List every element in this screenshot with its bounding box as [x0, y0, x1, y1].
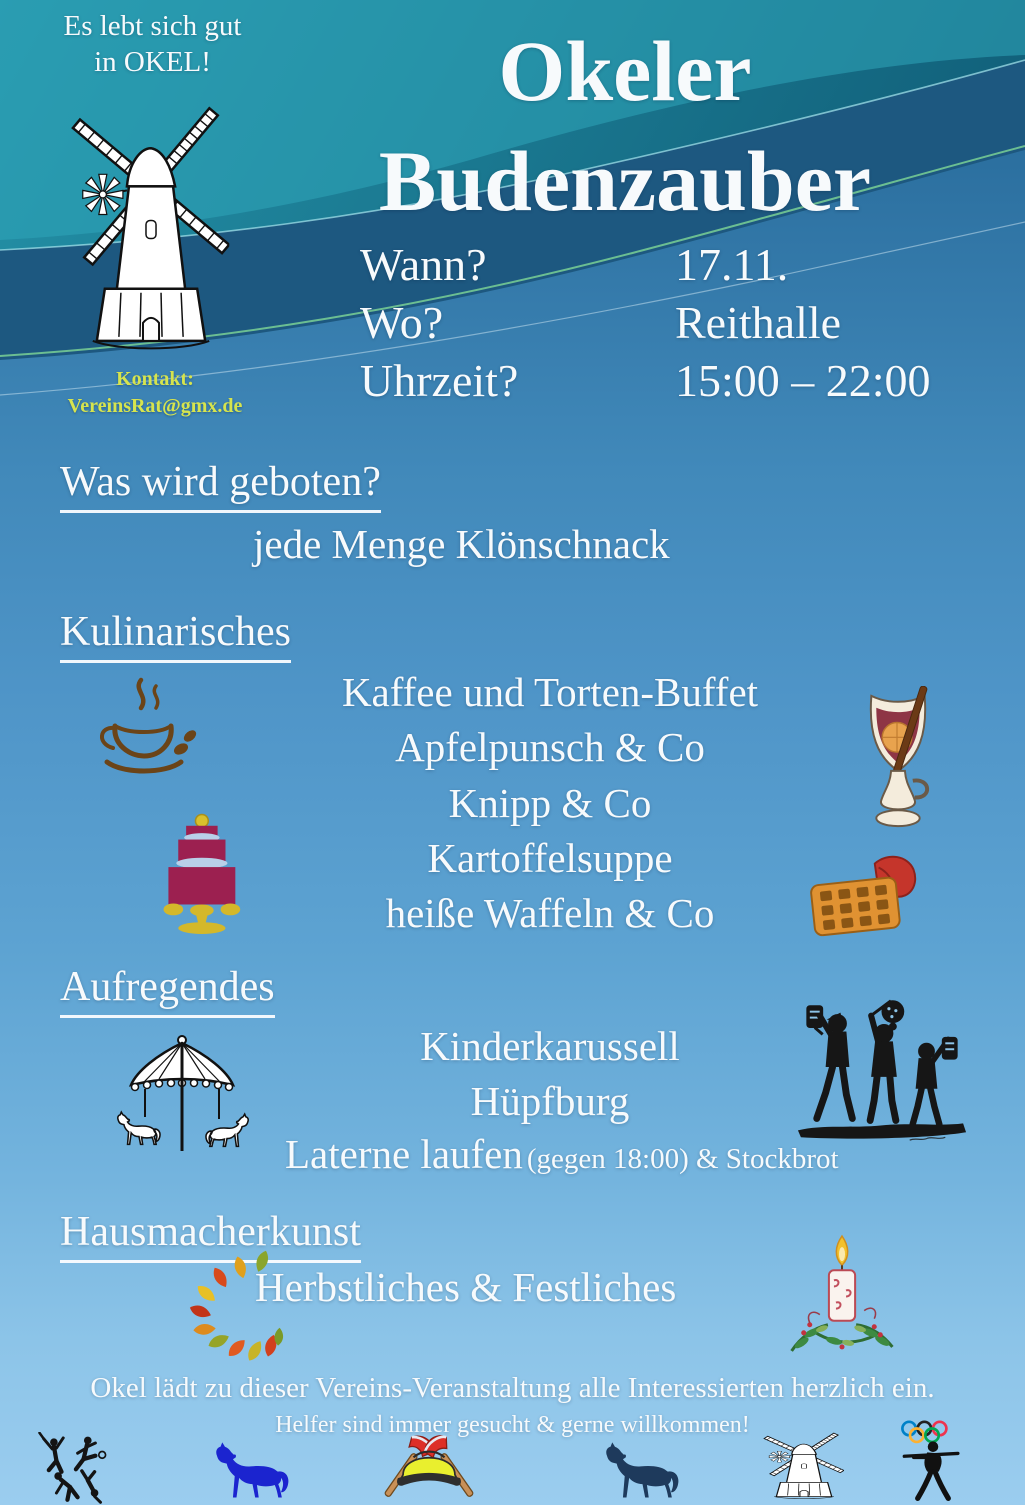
section-heading-offer: Was wird geboten?	[60, 458, 381, 506]
fire-helmet-axes-icon	[382, 1428, 476, 1504]
hausmacherkunst-item: Herbstliches & Festliches	[255, 1264, 677, 1310]
info-row-uhrzeit	[360, 352, 980, 410]
section-heading-kulinarisches: Kulinarisches	[60, 608, 291, 656]
info-label: Wann?	[360, 239, 487, 290]
tagline-line2: in OKEL!	[94, 46, 211, 79]
section-heading-hausmacherkunst: Hausmacherkunst	[60, 1208, 361, 1256]
title-line1: Okeler	[498, 23, 752, 119]
tagline-line1: Es lebt sich gut	[63, 10, 242, 42]
info-value: Reithalle	[675, 297, 842, 348]
waffle-icon	[798, 852, 936, 944]
windmill-small-icon	[762, 1426, 844, 1504]
footer-invite: Okel lädt zu dieser Vereins-Veranstaltung alle Interessierten herzlich ein.	[90, 1372, 935, 1404]
carousel-icon	[106, 1033, 258, 1155]
kulinarisches-item: Kaffee und Torten-Buffet	[341, 669, 759, 715]
kulinarisches-item: Kartoffelsuppe	[427, 835, 673, 881]
coffee-cup-icon	[88, 670, 200, 782]
contact-block	[20, 366, 290, 420]
lantern-detail: (gegen 18:00) & Stockbrot	[526, 1143, 839, 1175]
offer-subline: jede Menge Klönschnack	[253, 521, 670, 567]
aufregendes-item: Hüpfburg	[470, 1078, 630, 1124]
contact-email: VereinsRat@gmx.de	[67, 395, 243, 417]
lantern-main: Laterne laufen	[285, 1131, 523, 1177]
info-label: Wo?	[360, 297, 444, 348]
poster-title	[230, 16, 1020, 236]
blue-horse-icon	[205, 1437, 300, 1501]
section-heading-aufregendes: Aufregendes	[60, 963, 275, 1011]
kulinarisches-item: heiße Waffeln & Co	[385, 890, 715, 936]
info-value: 17.11.	[675, 239, 789, 290]
info-row-wann	[360, 236, 980, 294]
lantern-children-icon	[793, 993, 971, 1148]
info-value: 15:00 – 22:00	[675, 355, 931, 406]
punch-glass-icon	[852, 686, 944, 834]
olympic-rings-shooter-icon	[893, 1418, 973, 1505]
windmill-icon	[68, 82, 230, 368]
footer-helpers: Helfer sind immer gesucht & gerne willkommen!	[275, 1412, 750, 1438]
contact-label: Kontakt:	[116, 368, 194, 390]
kulinarisches-item: Apfelpunsch & Co	[395, 724, 705, 770]
title-line2: Budenzauber	[378, 133, 872, 230]
kulinarisches-item: Knipp & Co	[448, 780, 652, 826]
sports-figures-icon	[28, 1432, 123, 1504]
info-label: Uhrzeit?	[360, 355, 519, 406]
info-row-wo	[360, 294, 980, 352]
aufregendes-item: Kinderkarussell	[420, 1023, 680, 1069]
candle-icon	[775, 1232, 907, 1358]
navy-horse-icon	[595, 1437, 690, 1501]
event-info	[360, 236, 980, 410]
autumn-leaves-icon	[173, 1250, 295, 1362]
cake-icon	[138, 812, 250, 934]
